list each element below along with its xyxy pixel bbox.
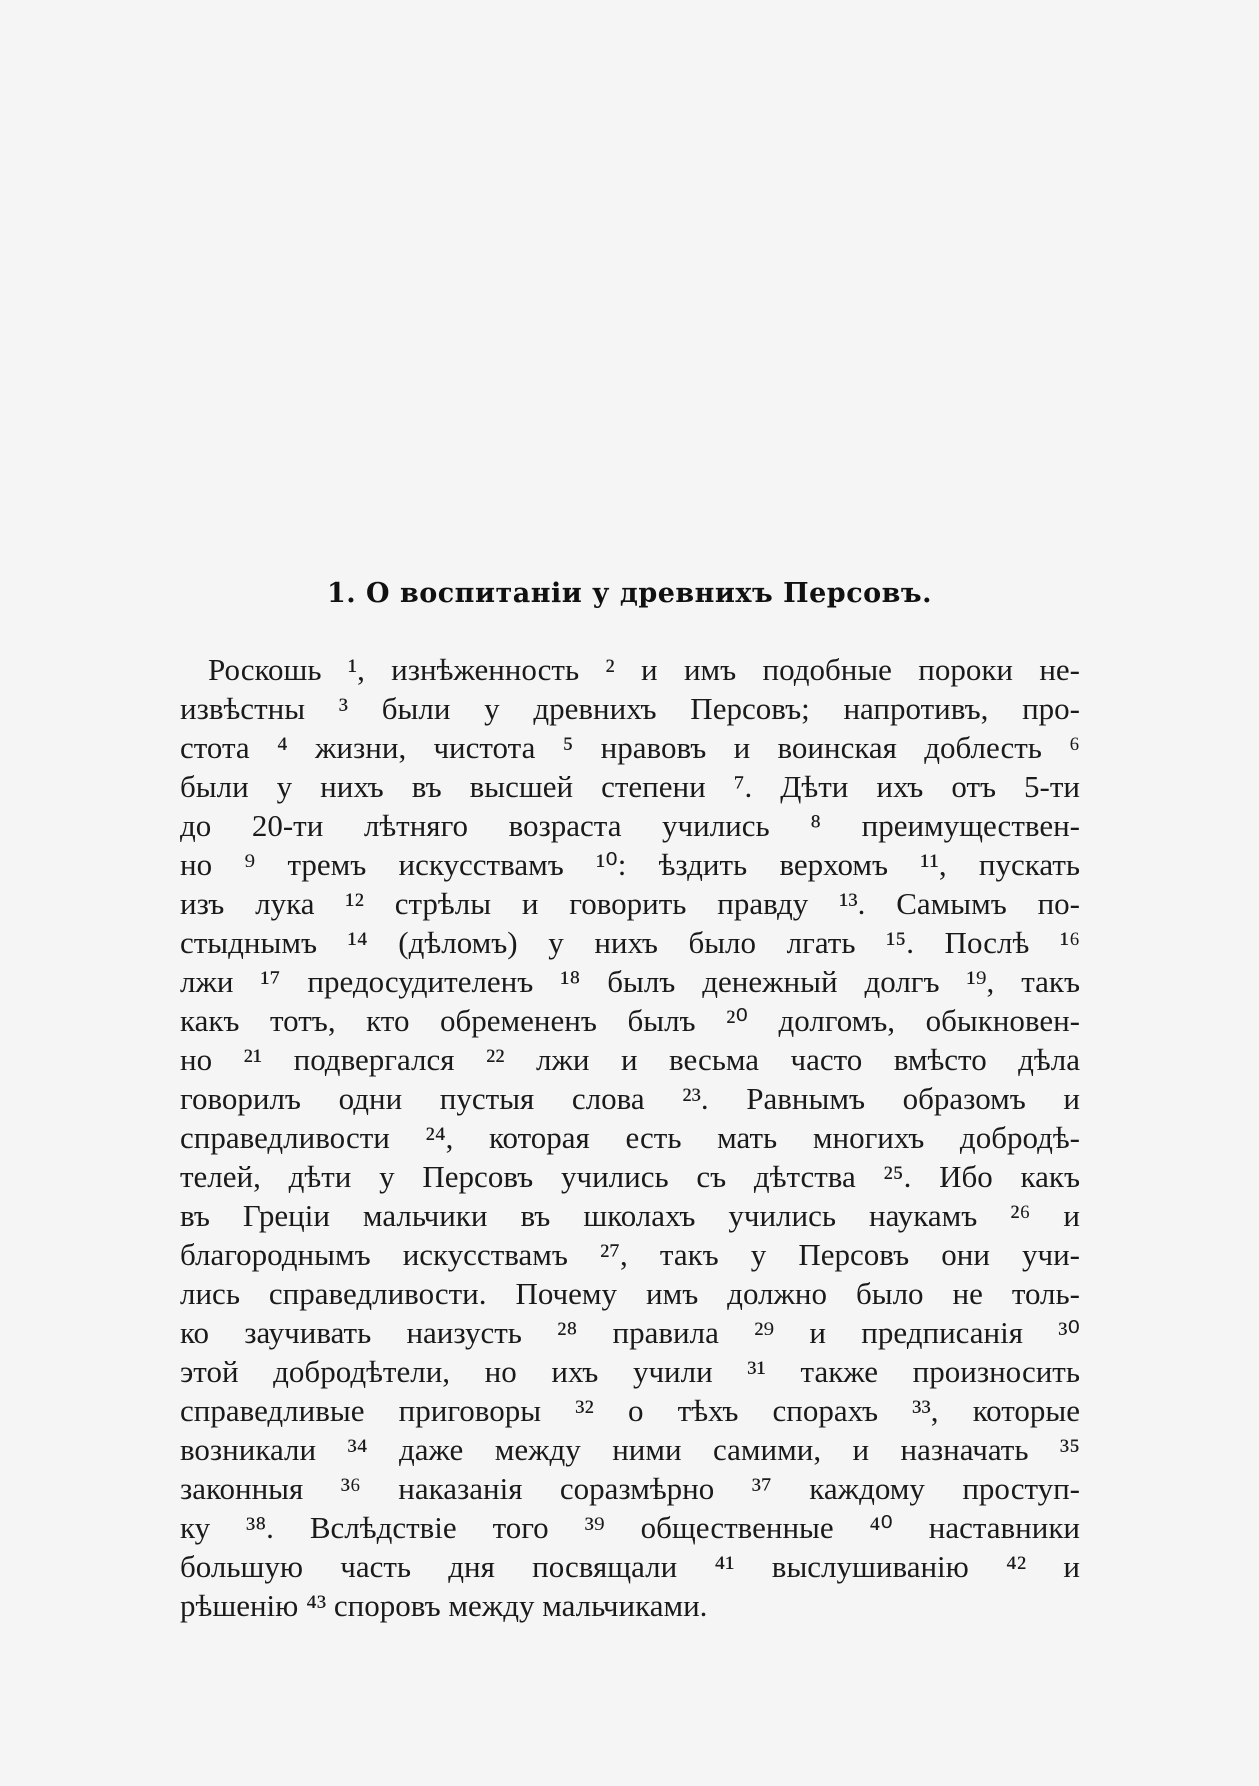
text-line: этой добродѣтели, но ихъ учили ³¹ также произносить bbox=[180, 1354, 1080, 1389]
text-line: возникали ³⁴ даже между ними самими, и назначать ³⁵ bbox=[180, 1432, 1080, 1467]
text-line: ко заучивать наизусть ²⁸ правила ²⁹ и предписанія ³⁰ bbox=[180, 1315, 1080, 1350]
text-line: лись справедливости. Почему имъ должно было не толь- bbox=[180, 1276, 1080, 1311]
text-line: рѣшенію ⁴³ споровъ между мальчиками. bbox=[180, 1588, 708, 1623]
text-line: говорилъ одни пустыя слова ²³. Равнымъ образомъ и bbox=[180, 1081, 1080, 1116]
text-line: но ²¹ подвергался ²² лжи и весьма часто вмѣсто дѣла bbox=[180, 1042, 1080, 1077]
text-line: извѣстны ³ были у древнихъ Персовъ; напротивъ, про- bbox=[180, 691, 1080, 726]
text-line: стыднымъ ¹⁴ (дѣломъ) у нихъ было лгать ¹⁵. Послѣ ¹⁶ bbox=[180, 925, 1080, 960]
text-line: благороднымъ искусствамъ ²⁷, такъ у Персовъ они учи- bbox=[180, 1237, 1080, 1272]
text-line: справедливости ²⁴, которая есть мать многихъ добродѣ- bbox=[180, 1120, 1080, 1155]
text-line: большую часть дня посвящали ⁴¹ выслушиванію ⁴² и bbox=[180, 1549, 1080, 1584]
text-line: изъ лука ¹² стрѣлы и говорить правду ¹³. Самымъ по- bbox=[180, 886, 1080, 921]
section-title: 1. О воспитанiи у древнихъ Персовъ. bbox=[326, 578, 933, 609]
text-line: но ⁹ тремъ искусствамъ ¹⁰: ѣздить верхомъ ¹¹, пускать bbox=[180, 847, 1080, 882]
text-line: до 20-ти лѣтняго возраста учились ⁸ преимуществен- bbox=[180, 808, 1080, 843]
text-line: законныя ³⁶ наказанія соразмѣрно ³⁷ каждому проступ- bbox=[180, 1471, 1080, 1506]
text-line: въ Греціи мальчики въ школахъ учились наукамъ ²⁶ и bbox=[180, 1198, 1080, 1233]
text-line: были у нихъ въ высшей степени ⁷. Дѣти ихъ отъ 5-ти bbox=[180, 769, 1080, 804]
text-line: лжи ¹⁷ предосудителенъ ¹⁸ былъ денежный долгъ ¹⁹, такъ bbox=[180, 964, 1080, 999]
text-line: ку ³⁸. Вслѣдствіе того ³⁹ общественные ⁴⁰ наставники bbox=[180, 1510, 1080, 1545]
text-line: какъ тотъ, кто обремененъ былъ ²⁰ долгомъ, обыкновен- bbox=[180, 1003, 1080, 1038]
body-text bbox=[180, 650, 1080, 1625]
text-line: Роскошь ¹, изнѣженность ² и имъ подобные пороки не- bbox=[208, 652, 1080, 687]
text-line: стота ⁴ жизни, чистота ⁵ нравовъ и воинская доблесть ⁶ bbox=[180, 730, 1080, 765]
text-line: телей, дѣти у Персовъ учились съ дѣтства ²⁵. Ибо какъ bbox=[180, 1159, 1080, 1194]
text-line: справедливые приговоры ³² о тѣхъ спорахъ ³³, которые bbox=[180, 1393, 1080, 1428]
